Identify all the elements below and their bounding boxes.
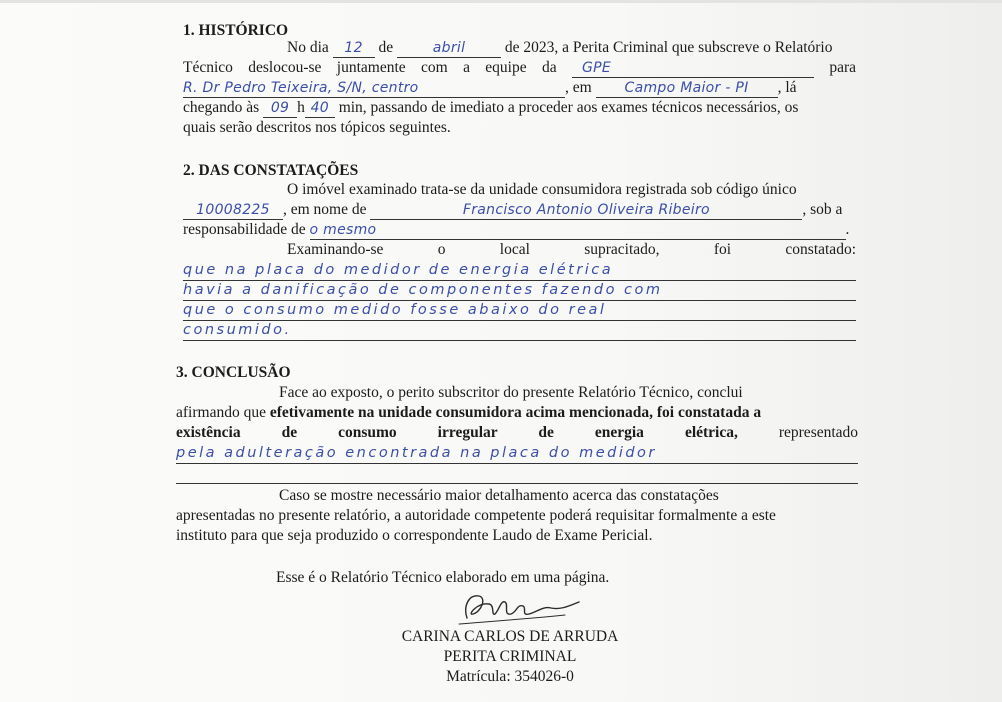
constatacoes-line-3: responsabilidade de o mesmo .	[183, 221, 850, 238]
city-field: Campo Maior - PI	[596, 80, 778, 98]
historico-line-5: quais serão descritos nos tópicos seguintes.	[183, 119, 451, 136]
section-heading-historico: 1. HISTÓRICO	[183, 22, 289, 39]
team-field: GPE	[572, 60, 814, 78]
finding-line-3: que o consumo medido fosse abaixo do real	[183, 300, 856, 321]
owner-name-field: Francisco Antonio Oliveira Ribeiro	[370, 202, 802, 220]
conclusao-line-1: Face ao exposto, o perito subscritor do presente Relatório Técnico, conclui	[279, 384, 743, 401]
conclusao-line-6: Caso se mostre necessário maior detalhamento acerca das constatações	[279, 487, 719, 504]
minute-field: 40	[305, 100, 335, 118]
address-field: R. Dr Pedro Teixeira, S/N, centro	[183, 80, 565, 98]
finding-line-4: consumido.	[183, 320, 856, 341]
constatacoes-line-2: 10008225 , em nome de Francisco Antonio Oliveira Ribeiro , sob a	[183, 200, 856, 220]
hour-field: 09	[263, 100, 297, 118]
day-field: 12	[333, 40, 375, 58]
section-heading-conclusao: 3. CONCLUSÃO	[176, 364, 291, 381]
signatory-name: CARINA CARLOS DE ARRUDA	[401, 628, 619, 645]
signature-scribble-icon	[455, 588, 585, 628]
signatory-registration: Matrícula: 354026-0	[446, 668, 574, 685]
conclusao-line-3: existência de consumo irregular de energia elétrica, representado	[176, 424, 859, 441]
historico-line-1: No dia 12 de abril de 2023, a Perita Criminal que subscreve o Relatório	[287, 39, 833, 56]
conclusao-line-8: instituto para que seja produzido o correspondente Laudo de Exame Pericial.	[176, 527, 653, 544]
month-field: abril	[397, 40, 501, 58]
constatacoes-line-1: O imóvel examinado trata-se da unidade consumidora registrada sob código único	[287, 181, 797, 198]
closing-statement: Esse é o Relatório Técnico elaborado em uma página.	[276, 569, 610, 586]
top-border	[0, 0, 1002, 3]
conclusao-handwritten-line: pela adulteração encontrada na placa do medidor	[176, 443, 858, 464]
historico-line-4: chegando às 09 h 40 min, passando de imediato a proceder aos exames técnicos necessários, os	[183, 99, 799, 116]
conclusao-blank-line	[176, 463, 858, 484]
conclusao-line-7: apresentadas no presente relatório, a autoridade competente poderá requisitar formalmente a este	[176, 507, 776, 524]
finding-line-1: que na placa do medidor de energia elétrica	[183, 260, 856, 281]
signatory-role: PERITA CRIMINAL	[443, 648, 577, 665]
historico-line-3: R. Dr Pedro Teixeira, S/N, centro , em Campo Maior - PI , lá	[183, 79, 797, 96]
section-heading-constatacoes: 2. DAS CONSTATAÇÕES	[183, 162, 359, 179]
historico-line-2: Técnico deslocou-se juntamente com a equipe da GPE para	[183, 59, 856, 76]
finding-line-2: havia a danificação de componentes fazendo com	[183, 280, 856, 301]
conclusao-line-2: afirmando que efetivamente na unidade consumidora acima mencionada, foi constatada a	[176, 404, 762, 421]
consumer-code-field: 10008225	[183, 202, 283, 220]
constatacoes-line-4: Examinando-se o local supracitado, foi constatado:	[287, 241, 856, 258]
responsible-field: o mesmo	[310, 222, 846, 240]
